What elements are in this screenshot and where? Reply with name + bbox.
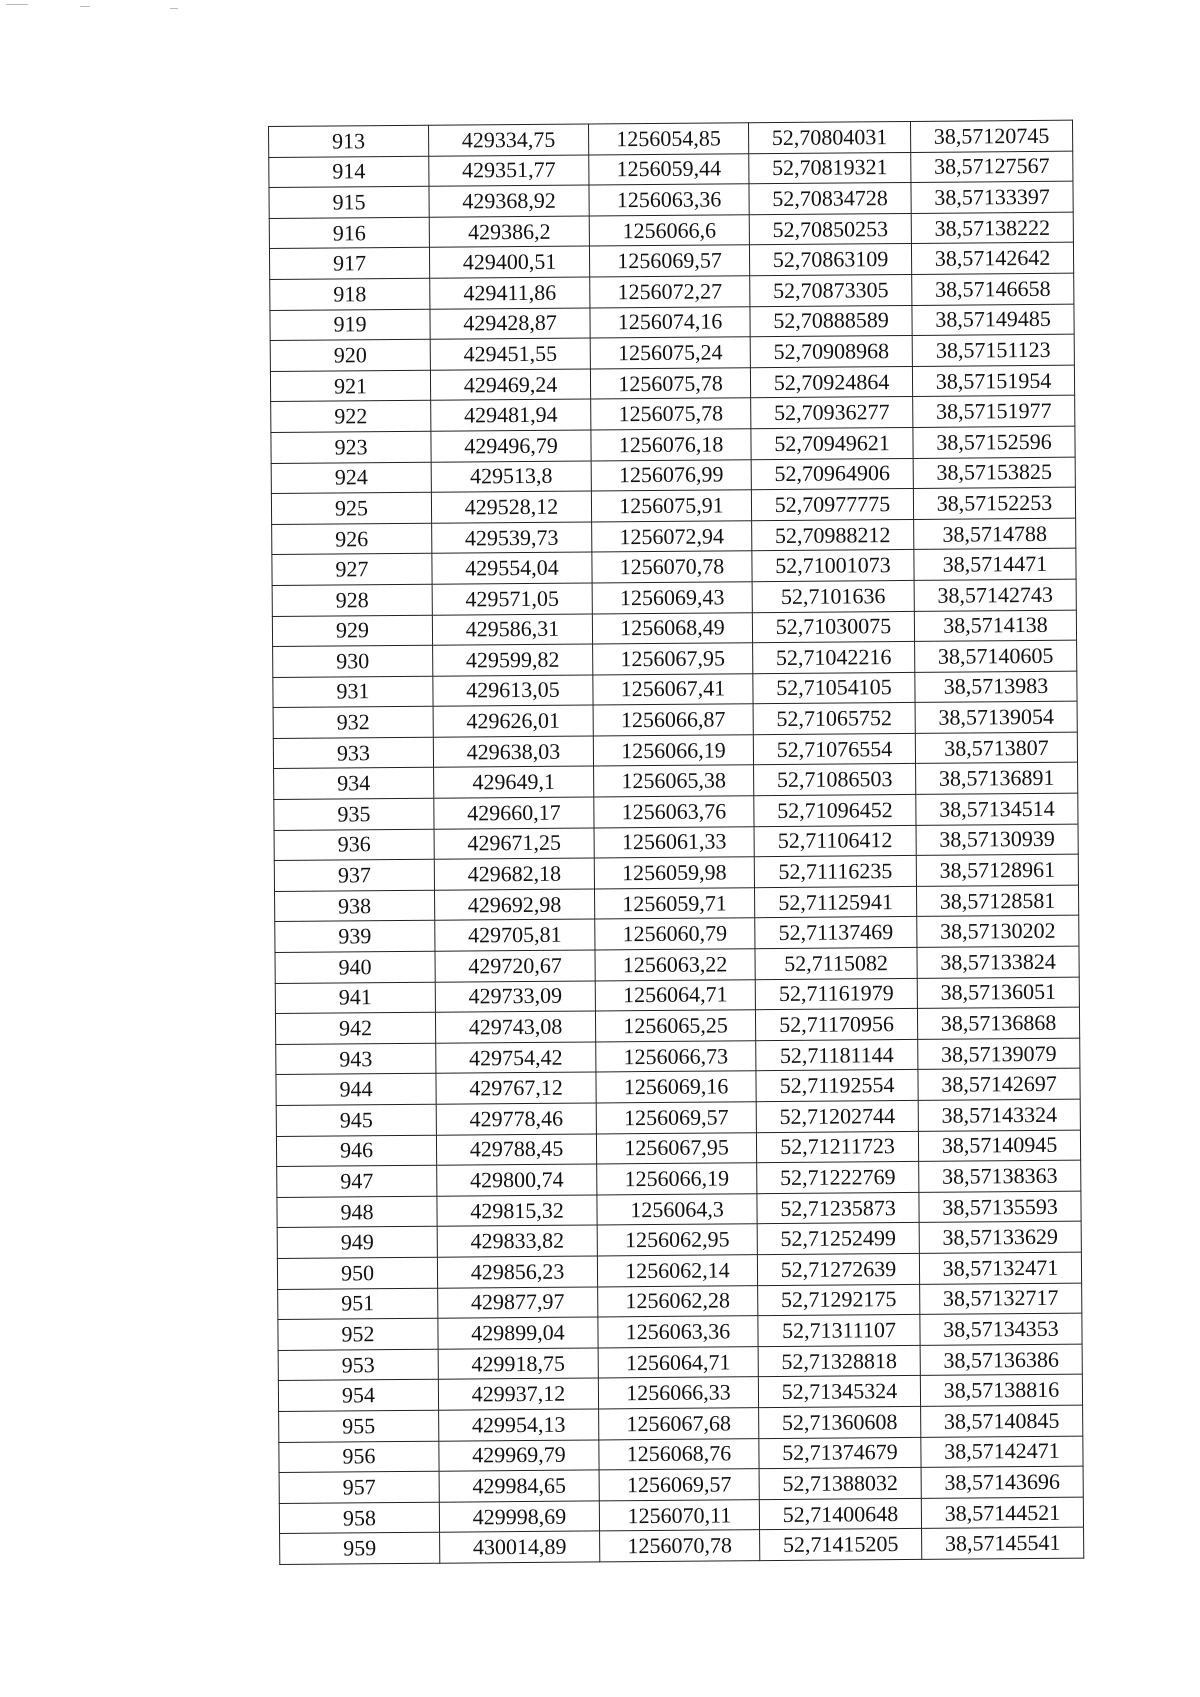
longitude-cell: 38,57151954 <box>912 365 1074 397</box>
y-coordinate-cell: 1256062,14 <box>597 1255 757 1287</box>
longitude-cell: 38,57138363 <box>919 1160 1081 1192</box>
latitude-cell: 52,71161979 <box>755 978 917 1010</box>
longitude-cell: 38,57142697 <box>918 1069 1080 1101</box>
latitude-cell: 52,71096452 <box>754 794 916 826</box>
point-number-cell: 947 <box>277 1165 437 1197</box>
x-coordinate-cell: 429733,09 <box>435 981 595 1013</box>
latitude-cell: 52,71076554 <box>753 733 915 765</box>
x-coordinate-cell: 429451,55 <box>430 338 590 370</box>
point-number-cell: 926 <box>272 523 432 555</box>
point-number-cell: 918 <box>270 278 430 310</box>
x-coordinate-cell: 429833,82 <box>437 1225 597 1257</box>
y-coordinate-cell: 1256069,57 <box>589 245 749 277</box>
y-coordinate-cell: 1256063,36 <box>598 1316 758 1348</box>
longitude-cell: 38,57151977 <box>913 396 1075 428</box>
latitude-cell: 52,70977775 <box>751 489 913 521</box>
longitude-cell: 38,57133397 <box>911 181 1073 213</box>
y-coordinate-cell: 1256069,57 <box>599 1469 759 1501</box>
point-number-cell: 939 <box>275 921 435 953</box>
x-coordinate-cell: 430014,89 <box>440 1531 600 1563</box>
y-coordinate-cell: 1256064,3 <box>597 1193 757 1225</box>
point-number-cell: 934 <box>274 768 434 800</box>
latitude-cell: 52,70819321 <box>749 152 911 184</box>
y-coordinate-cell: 1256063,22 <box>595 949 755 981</box>
y-coordinate-cell: 1256070,11 <box>599 1499 759 1531</box>
point-number-cell: 946 <box>276 1135 436 1167</box>
y-coordinate-cell: 1256063,36 <box>589 184 749 216</box>
x-coordinate-cell: 429334,75 <box>428 124 588 156</box>
longitude-cell: 38,57143324 <box>918 1099 1080 1131</box>
y-coordinate-cell: 1256075,78 <box>591 398 751 430</box>
point-number-cell: 949 <box>277 1227 437 1259</box>
x-coordinate-cell: 429778,46 <box>436 1103 596 1135</box>
point-number-cell: 952 <box>278 1318 438 1350</box>
x-coordinate-cell: 429877,97 <box>438 1287 598 1319</box>
latitude-cell: 52,71001073 <box>752 550 914 582</box>
point-number-cell: 927 <box>272 554 432 586</box>
latitude-cell: 52,70924864 <box>750 366 912 398</box>
point-number-cell: 931 <box>273 676 433 708</box>
latitude-cell: 52,71030075 <box>752 611 914 643</box>
y-coordinate-cell: 1256061,33 <box>594 826 754 858</box>
point-number-cell: 942 <box>275 1012 435 1044</box>
latitude-cell: 52,71415205 <box>760 1529 922 1561</box>
x-coordinate-cell: 429800,74 <box>437 1164 597 1196</box>
longitude-cell: 38,57135593 <box>919 1191 1081 1223</box>
y-coordinate-cell: 1256062,95 <box>597 1224 757 1256</box>
longitude-cell: 38,5713983 <box>915 671 1077 703</box>
x-coordinate-cell: 429528,12 <box>431 491 591 523</box>
longitude-cell: 38,57138222 <box>911 212 1073 244</box>
latitude-cell: 52,71360608 <box>759 1406 921 1438</box>
y-coordinate-cell: 1256059,44 <box>589 153 749 185</box>
latitude-cell: 52,7101636 <box>752 580 914 612</box>
x-coordinate-cell: 429660,17 <box>434 797 594 829</box>
x-coordinate-cell: 429554,04 <box>432 552 592 584</box>
x-coordinate-cell: 429788,45 <box>436 1134 596 1166</box>
point-number-cell: 948 <box>277 1196 437 1228</box>
y-coordinate-cell: 1256059,71 <box>595 888 755 920</box>
x-coordinate-cell: 429613,05 <box>433 675 593 707</box>
point-number-cell: 913 <box>269 125 429 157</box>
longitude-cell: 38,57128961 <box>916 854 1078 886</box>
longitude-cell: 38,57134353 <box>920 1313 1082 1345</box>
y-coordinate-cell: 1256067,68 <box>599 1408 759 1440</box>
y-coordinate-cell: 1256070,78 <box>600 1530 760 1562</box>
latitude-cell: 52,70888589 <box>750 305 912 337</box>
x-coordinate-cell: 429513,8 <box>431 461 591 493</box>
y-coordinate-cell: 1256064,71 <box>595 979 755 1011</box>
longitude-cell: 38,5714138 <box>914 610 1076 642</box>
y-coordinate-cell: 1256066,73 <box>596 1041 756 1073</box>
latitude-cell: 52,71054105 <box>753 672 915 704</box>
x-coordinate-cell: 429599,82 <box>433 644 593 676</box>
point-number-cell: 944 <box>276 1074 436 1106</box>
latitude-cell: 52,71328818 <box>758 1345 920 1377</box>
point-number-cell: 922 <box>271 401 431 433</box>
longitude-cell: 38,57133824 <box>917 946 1079 978</box>
longitude-cell: 38,57143696 <box>921 1466 1083 1498</box>
x-coordinate-cell: 429954,13 <box>439 1409 599 1441</box>
point-number-cell: 945 <box>276 1104 436 1136</box>
x-coordinate-cell: 429937,12 <box>438 1378 598 1410</box>
latitude-cell: 52,71374679 <box>759 1437 921 1469</box>
longitude-cell: 38,57140845 <box>921 1405 1083 1437</box>
scan-speck <box>170 8 178 9</box>
point-number-cell: 925 <box>271 492 431 524</box>
y-coordinate-cell: 1256072,94 <box>592 520 752 552</box>
x-coordinate-cell: 429351,77 <box>429 155 589 187</box>
y-coordinate-cell: 1256066,19 <box>597 1163 757 1195</box>
latitude-cell: 52,70834728 <box>749 183 911 215</box>
point-number-cell: 943 <box>276 1043 436 1075</box>
longitude-cell: 38,57132471 <box>919 1252 1081 1284</box>
point-number-cell: 955 <box>279 1410 439 1442</box>
y-coordinate-cell: 1256076,18 <box>591 429 751 461</box>
x-coordinate-cell: 429539,73 <box>432 522 592 554</box>
point-number-cell: 950 <box>277 1257 437 1289</box>
latitude-cell: 52,71116235 <box>754 856 916 888</box>
longitude-cell: 38,57152253 <box>913 487 1075 519</box>
x-coordinate-cell: 429481,94 <box>431 399 591 431</box>
scan-speck <box>6 4 28 5</box>
longitude-cell: 38,5714788 <box>914 518 1076 550</box>
longitude-cell: 38,57138816 <box>920 1374 1082 1406</box>
longitude-cell: 38,57132717 <box>920 1283 1082 1315</box>
latitude-cell: 52,71311107 <box>758 1315 920 1347</box>
x-coordinate-cell: 429969,79 <box>439 1439 599 1471</box>
longitude-cell: 38,57146658 <box>912 273 1074 305</box>
latitude-cell: 52,70873305 <box>750 274 912 306</box>
latitude-cell: 52,71292175 <box>758 1284 920 1316</box>
longitude-cell: 38,57128581 <box>916 885 1078 917</box>
point-number-cell: 956 <box>279 1441 439 1473</box>
y-coordinate-cell: 1256072,27 <box>590 276 750 308</box>
x-coordinate-cell: 429586,31 <box>432 613 592 645</box>
latitude-cell: 52,70936277 <box>751 397 913 429</box>
latitude-cell: 52,71345324 <box>758 1376 920 1408</box>
point-number-cell: 932 <box>273 707 433 739</box>
latitude-cell: 52,70964906 <box>751 458 913 490</box>
point-number-cell: 923 <box>271 431 431 463</box>
latitude-cell: 52,71211723 <box>756 1131 918 1163</box>
y-coordinate-cell: 1256060,79 <box>595 918 755 950</box>
latitude-cell: 52,71106412 <box>754 825 916 857</box>
latitude-cell: 52,70908968 <box>750 336 912 368</box>
latitude-cell: 52,71192554 <box>756 1070 918 1102</box>
x-coordinate-cell: 429469,24 <box>430 369 590 401</box>
x-coordinate-cell: 429368,92 <box>429 185 589 217</box>
y-coordinate-cell: 1256074,16 <box>590 306 750 338</box>
point-number-cell: 919 <box>270 309 430 341</box>
y-coordinate-cell: 1256069,57 <box>596 1102 756 1134</box>
longitude-cell: 38,57151123 <box>912 334 1074 366</box>
y-coordinate-cell: 1256075,78 <box>590 367 750 399</box>
latitude-cell: 52,71235873 <box>757 1192 919 1224</box>
point-number-cell: 933 <box>273 737 433 769</box>
x-coordinate-cell: 429815,32 <box>437 1195 597 1227</box>
latitude-cell: 52,70988212 <box>752 519 914 551</box>
longitude-cell: 38,5713807 <box>915 732 1077 764</box>
longitude-cell: 38,57130202 <box>917 916 1079 948</box>
point-number-cell: 935 <box>274 798 434 830</box>
latitude-cell: 52,71125941 <box>754 886 916 918</box>
x-coordinate-cell: 429754,42 <box>436 1042 596 1074</box>
latitude-cell: 52,70863109 <box>749 244 911 276</box>
longitude-cell: 38,57136386 <box>920 1344 1082 1376</box>
point-number-cell: 914 <box>269 156 429 188</box>
point-number-cell: 958 <box>279 1502 439 1534</box>
x-coordinate-cell: 429856,23 <box>437 1256 597 1288</box>
point-number-cell: 941 <box>275 982 435 1014</box>
longitude-cell: 38,5714471 <box>914 548 1076 580</box>
x-coordinate-cell: 429899,04 <box>438 1317 598 1349</box>
latitude-cell: 52,71086503 <box>754 764 916 796</box>
longitude-cell: 38,57140945 <box>918 1130 1080 1162</box>
table-body <box>269 120 1084 1564</box>
longitude-cell: 38,57127567 <box>911 151 1073 183</box>
y-coordinate-cell: 1256069,43 <box>592 582 752 614</box>
point-number-cell: 957 <box>279 1471 439 1503</box>
point-number-cell: 938 <box>275 890 435 922</box>
y-coordinate-cell: 1256065,38 <box>594 765 754 797</box>
point-number-cell: 953 <box>278 1349 438 1381</box>
latitude-cell: 52,71181144 <box>756 1039 918 1071</box>
latitude-cell: 52,71388032 <box>759 1468 921 1500</box>
y-coordinate-cell: 1256068,76 <box>599 1438 759 1470</box>
longitude-cell: 38,57149485 <box>912 304 1074 336</box>
y-coordinate-cell: 1256059,98 <box>594 857 754 889</box>
y-coordinate-cell: 1256065,25 <box>595 1010 755 1042</box>
y-coordinate-cell: 1256066,19 <box>593 735 753 767</box>
coordinates-table <box>268 120 1084 1565</box>
longitude-cell: 38,57153825 <box>913 457 1075 489</box>
x-coordinate-cell: 429496,79 <box>431 430 591 462</box>
latitude-cell: 52,71400648 <box>759 1498 921 1530</box>
point-number-cell: 921 <box>270 370 430 402</box>
latitude-cell: 52,71170956 <box>755 1009 917 1041</box>
y-coordinate-cell: 1256068,49 <box>592 612 752 644</box>
y-coordinate-cell: 1256075,91 <box>591 490 751 522</box>
point-number-cell: 954 <box>278 1380 438 1412</box>
x-coordinate-cell: 429571,05 <box>432 583 592 615</box>
point-number-cell: 940 <box>275 951 435 983</box>
longitude-cell: 38,57139079 <box>918 1038 1080 1070</box>
latitude-cell: 52,71222769 <box>757 1162 919 1194</box>
latitude-cell: 52,71042216 <box>753 642 915 674</box>
y-coordinate-cell: 1256066,6 <box>589 215 749 247</box>
x-coordinate-cell: 429705,81 <box>435 919 595 951</box>
longitude-cell: 38,57136051 <box>917 977 1079 1009</box>
longitude-cell: 38,57152596 <box>913 426 1075 458</box>
point-number-cell: 936 <box>274 829 434 861</box>
y-coordinate-cell: 1256070,78 <box>592 551 752 583</box>
x-coordinate-cell: 429767,12 <box>436 1072 596 1104</box>
y-coordinate-cell: 1256067,95 <box>593 643 753 675</box>
longitude-cell: 38,57139054 <box>915 701 1077 733</box>
point-number-cell: 924 <box>271 462 431 494</box>
latitude-cell: 52,70804031 <box>748 121 910 153</box>
table-row <box>280 1527 1084 1564</box>
y-coordinate-cell: 1256064,71 <box>598 1346 758 1378</box>
x-coordinate-cell: 429692,98 <box>435 889 595 921</box>
x-coordinate-cell: 429386,2 <box>429 216 589 248</box>
x-coordinate-cell: 429682,18 <box>434 858 594 890</box>
point-number-cell: 917 <box>269 248 429 280</box>
x-coordinate-cell: 429411,86 <box>430 277 590 309</box>
x-coordinate-cell: 429428,87 <box>430 308 590 340</box>
longitude-cell: 38,57120745 <box>910 120 1072 152</box>
point-number-cell: 951 <box>278 1288 438 1320</box>
point-number-cell: 915 <box>269 186 429 218</box>
y-coordinate-cell: 1256067,95 <box>596 1132 756 1164</box>
longitude-cell: 38,57136868 <box>917 1007 1079 1039</box>
latitude-cell: 52,71137469 <box>755 917 917 949</box>
longitude-cell: 38,57134514 <box>916 793 1078 825</box>
x-coordinate-cell: 429743,08 <box>435 1011 595 1043</box>
longitude-cell: 38,57133629 <box>919 1222 1081 1254</box>
latitude-cell: 52,70850253 <box>749 213 911 245</box>
scan-speck <box>80 6 90 7</box>
y-coordinate-cell: 1256069,16 <box>596 1071 756 1103</box>
point-number-cell: 916 <box>269 217 429 249</box>
point-number-cell: 920 <box>270 339 430 371</box>
y-coordinate-cell: 1256063,76 <box>594 796 754 828</box>
x-coordinate-cell: 429671,25 <box>434 828 594 860</box>
x-coordinate-cell: 429400,51 <box>429 246 589 278</box>
y-coordinate-cell: 1256066,33 <box>598 1377 758 1409</box>
x-coordinate-cell: 429649,1 <box>434 766 594 798</box>
y-coordinate-cell: 1256054,85 <box>588 123 748 155</box>
longitude-cell: 38,57142642 <box>911 243 1073 275</box>
latitude-cell: 52,70949621 <box>751 427 913 459</box>
point-number-cell: 937 <box>274 859 434 891</box>
longitude-cell: 38,57142743 <box>914 579 1076 611</box>
y-coordinate-cell: 1256067,41 <box>593 673 753 705</box>
longitude-cell: 38,57144521 <box>921 1497 1083 1529</box>
x-coordinate-cell: 429626,01 <box>433 705 593 737</box>
longitude-cell: 38,57142471 <box>921 1436 1083 1468</box>
x-coordinate-cell: 429720,67 <box>435 950 595 982</box>
point-number-cell: 930 <box>273 645 433 677</box>
y-coordinate-cell: 1256075,24 <box>590 337 750 369</box>
latitude-cell: 52,71272639 <box>757 1253 919 1285</box>
longitude-cell: 38,57130939 <box>916 824 1078 856</box>
latitude-cell: 52,71065752 <box>753 703 915 735</box>
longitude-cell: 38,57140605 <box>915 640 1077 672</box>
longitude-cell: 38,57145541 <box>922 1527 1084 1559</box>
y-coordinate-cell: 1256062,28 <box>598 1285 758 1317</box>
point-number-cell: 928 <box>272 584 432 616</box>
y-coordinate-cell: 1256066,87 <box>593 704 753 736</box>
x-coordinate-cell: 429984,65 <box>439 1470 599 1502</box>
latitude-cell: 52,7115082 <box>755 947 917 979</box>
coordinates-table-wrapper <box>268 120 1083 1565</box>
y-coordinate-cell: 1256076,99 <box>591 459 751 491</box>
point-number-cell: 929 <box>272 615 432 647</box>
longitude-cell: 38,57136891 <box>916 763 1078 795</box>
x-coordinate-cell: 429638,03 <box>433 736 593 768</box>
x-coordinate-cell: 429998,69 <box>439 1501 599 1533</box>
point-number-cell: 959 <box>280 1533 440 1565</box>
latitude-cell: 52,71252499 <box>757 1223 919 1255</box>
x-coordinate-cell: 429918,75 <box>438 1348 598 1380</box>
latitude-cell: 52,71202744 <box>756 1100 918 1132</box>
